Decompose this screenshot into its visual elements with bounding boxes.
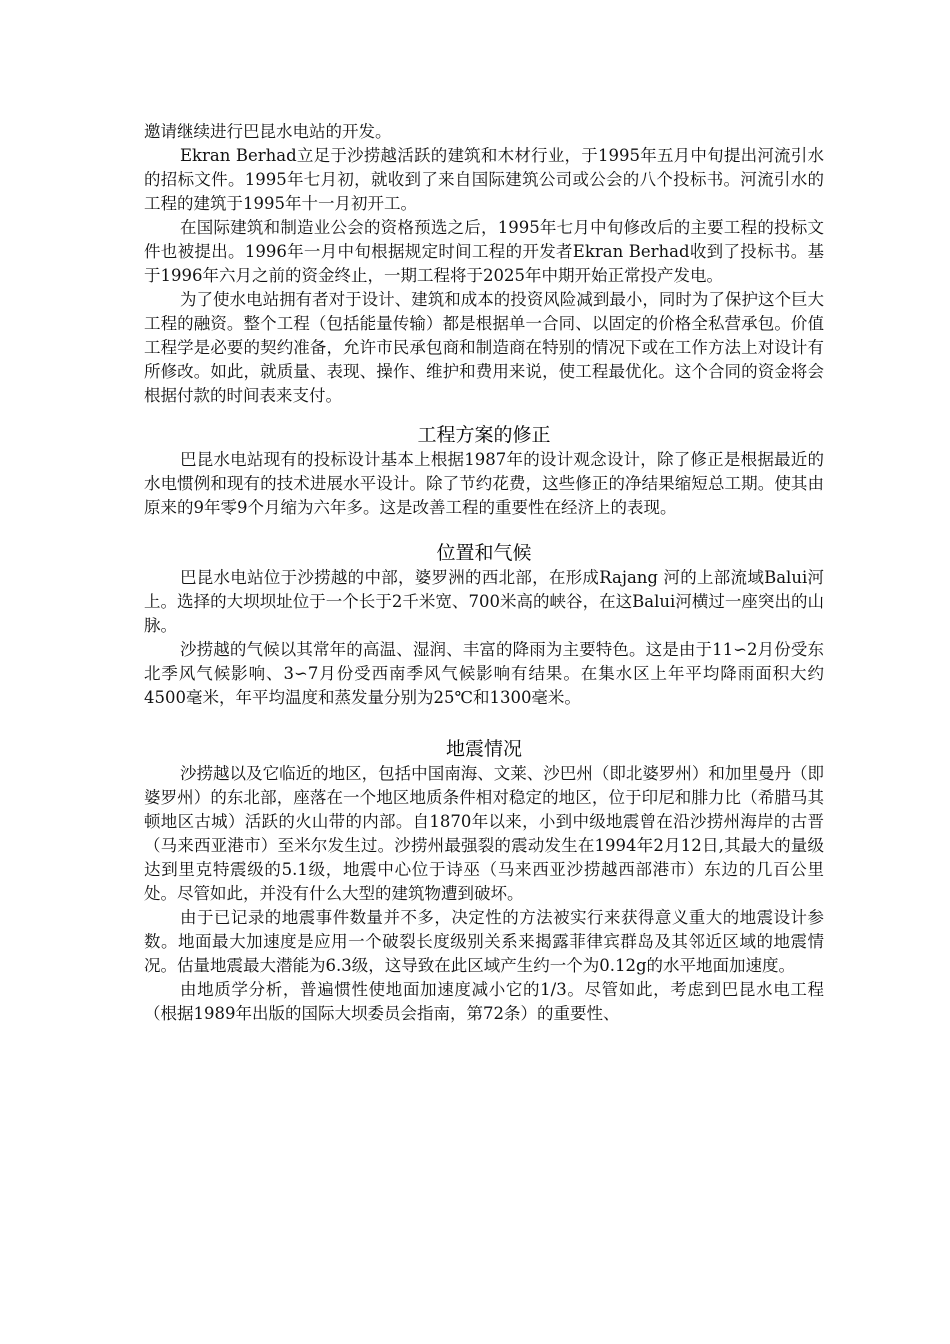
seismic-paragraph-3: 由地质学分析，普遍惯性使地面加速度减小它的1/3。尽管如此，考虑到巴昆水电工程（根据1989年出版的国际大坝委员会指南，第72条）的重要性、 <box>144 980 824 1023</box>
document-page <box>144 120 824 1026</box>
location-paragraph: 巴昆水电站位于沙捞越的中部，婆罗洲的西北部，在形成Rajang 河的上部流域Balui河上。选择的大坝坝址位于一个长于2千米宽、700米高的峡谷，在这Balui河横过一座突出的山脉。 <box>144 568 824 635</box>
intro-paragraph-tail: 邀请继续进行巴昆水电站的开发。 <box>144 122 392 141</box>
heading-location-climate: 位置和气候 <box>436 542 532 564</box>
revision-paragraph: 巴昆水电站现有的投标设计基本上根据1987年的设计观念设计，除了修正是根据最近的水电惯例和现有的技术进展水平设计。除了节约花费，这些修正的净结果缩短总工期。使其由原来的9年零9个月缩为六年多。这是改善工程的重要性在经济上的表现。 <box>144 450 824 517</box>
tender-paragraph-1: Ekran Berhad立足于沙捞越活跃的建筑和木材行业，于1995年五月中旬提出河流引水的招标文件。1995年七月初，就收到了来自国际建筑公司或公会的八个投标书。河流引水的工程的建筑于1995年十一月初开工。 <box>144 146 824 213</box>
tender-paragraph-3: 为了使水电站拥有者对于设计、建筑和成本的投资风险减到最小，同时为了保护这个巨大工程的融资。整个工程（包括能量传输）都是根据单一合同、以固定的价格全私营承包。价值工程学是必要的契约准备，允许市民承包商和制造商在特别的情况下或在工作方法上对设计有所修改。如此，就质量、表现、操作、维护和费用来说，使工程最优化。这个合同的资金将会根据付款的时间表来支付。 <box>144 290 824 405</box>
seismic-paragraph-2: 由于已记录的地震事件数量并不多，决定性的方法被实行来获得意义重大的地震设计参数。地面最大加速度是应用一个破裂长度级别关系来揭露菲律宾群岛及其邻近区域的地震情况。估量地震最大潜能为6.3级，这导致在此区域产生约一个为0.12g的水平地面加速度。 <box>144 908 824 975</box>
seismic-paragraph-1: 沙捞越以及它临近的地区，包括中国南海、文莱、沙巴州（即北婆罗州）和加里曼丹（即婆罗州）的东北部，座落在一个地区地质条件相对稳定的地区，位于印尼和腓力比（希腊马其顿地区古城）活跃的火山带的内部。自1870年以来，小到中级地震曾在沿沙捞州海岸的古晋（马来西亚港市）至米尔发生过。沙捞州最强裂的震动发生在1994年2月12日,其最大的量级达到里克特震级的5.1级，地震中心位于诗巫（马来西亚沙捞越西部港市）东边的几百公里处。尽管如此，并没有什么大型的建筑物遭到破坏。 <box>144 764 824 903</box>
tender-paragraph-2: 在国际建筑和制造业公会的资格预选之后，1995年七月中旬修改后的主要工程的投标文件也被提出。1996年一月中旬根据规定时间工程的开发者Ekran Berhad收到了投标书。基于1996年六月之前的资金终止，一期工程将于2025年中期开始正常投产发电。 <box>144 218 824 285</box>
heading-project-revision: 工程方案的修正 <box>417 424 551 446</box>
heading-seismic: 地震情况 <box>445 738 522 760</box>
climate-paragraph: 沙捞越的气候以其常年的高温、湿润、丰富的降雨为主要特色。这是由于11∽2月份受东北季风气候影响、3∽7月份受西南季风气候影响有结果。在集水区上年平均降雨面积大约4500毫米，年平均温度和蒸发量分别为25℃和1300毫米。 <box>144 640 824 707</box>
